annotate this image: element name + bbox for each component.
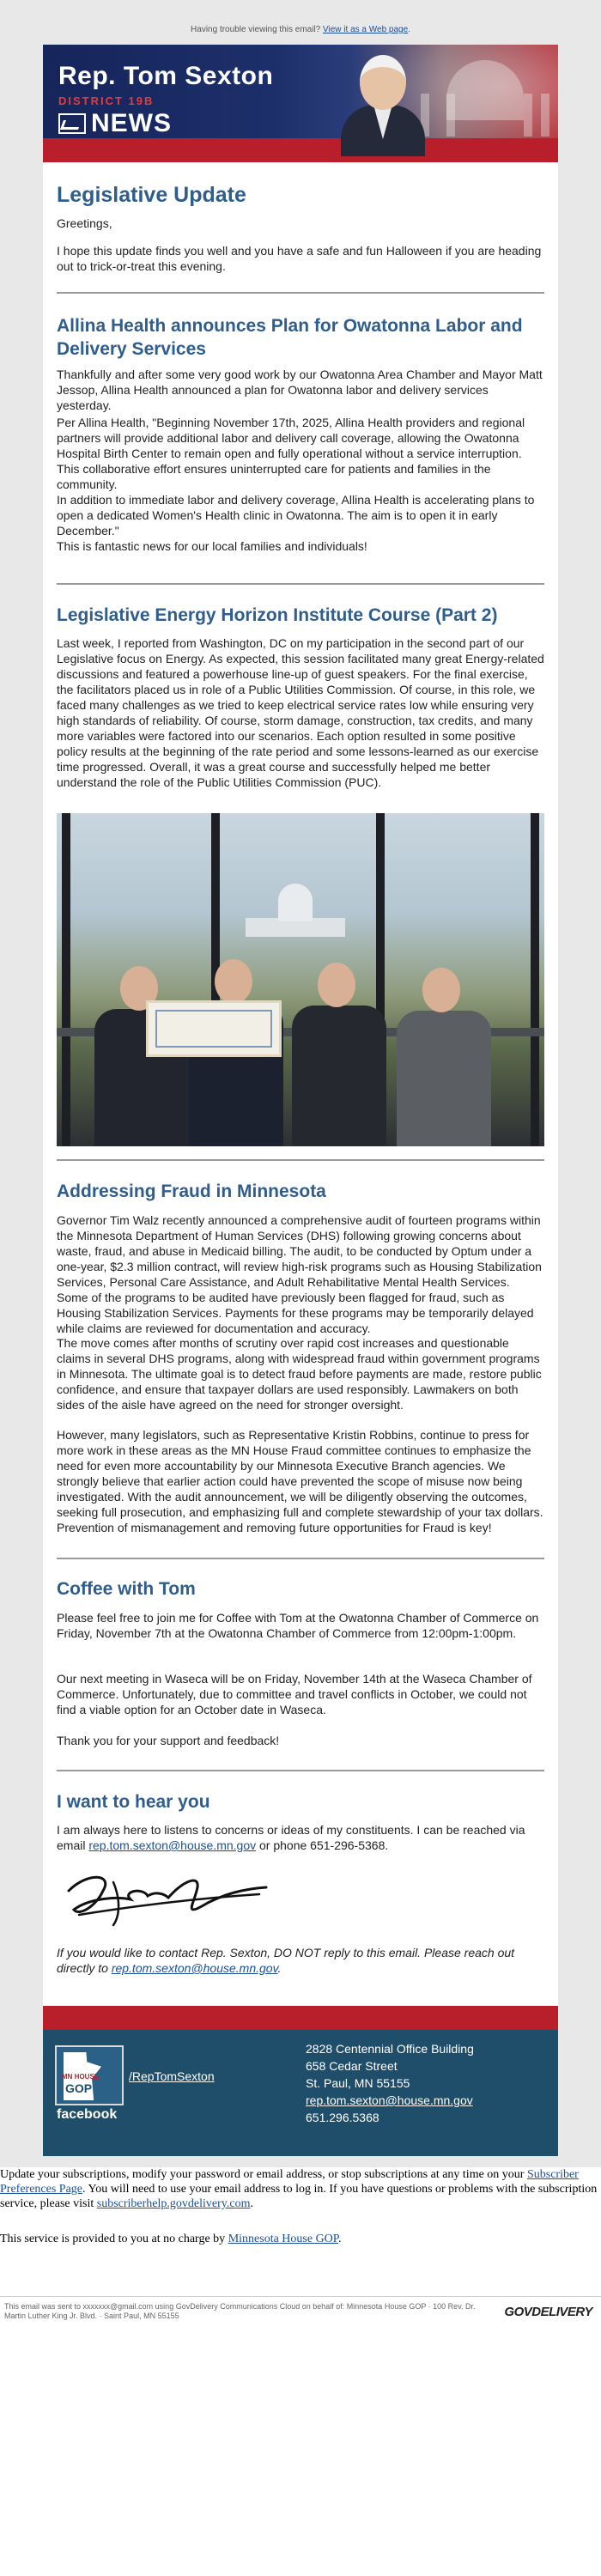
govdelivery-logo: GOVDELIVERY — [504, 2305, 592, 2319]
email-link[interactable]: rep.tom.sexton@house.mn.gov — [88, 1838, 257, 1852]
service-text: This service is provided to you at no charge by Minnesota House GOP. — [0, 2233, 342, 2245]
office-address: 2828 Centennial Office Building 658 Cedar Street St. Paul, MN 55155 rep.tom.sexton@house.mn.gov 651.296.5368 — [306, 2042, 474, 2124]
fraud-paragraph-2: The move comes after months of scrutiny over rapid cost increases and questionable claims in several DHS programs, along with widespread fraud within government programs in Minnesota. The ultimate goal is to detect fraud before payments are made, restore public confidence, and ensure that taxpayer dollars are used responsibly. Lawmakers on both sides of the aisle have agreed on the need for stronger oversight. — [57, 1336, 542, 1412]
subscriber-preferences-link[interactable]: Subscriber Preferences Page — [0, 2168, 579, 2196]
allina-paragraph-3: In addition to immediate labor and delivery coverage, Allina Health is accelerating plans to open a dedicated Women's Health clinic in Owatonna. The aim is to open it in early December." — [57, 493, 535, 538]
coffee-paragraph-1: Please feel free to join me for Coffee with Tom at the Owatonna Chamber of Commerce on Friday, November 7th at the Owatonna Chamber of Commerce from 12:00pm-1:00pm. — [57, 1611, 539, 1640]
allina-paragraph-4: This is fantastic news for our local families and individuals! — [57, 539, 367, 553]
allina-paragraph-1: Thankfully and after some very good work by our Owatonna Area Chamber and Mayor Matt Jessop, Allina Health announced a plan for Owatonna labor and delivery services yesterday. — [57, 368, 543, 412]
section-title-energy: Legislative Energy Horizon Institute Course (Part 2) — [57, 605, 498, 625]
footer-email-link[interactable]: rep.tom.sexton@house.mn.gov — [306, 2093, 473, 2107]
energy-course-photo — [57, 813, 544, 1146]
greeting: Greetings, — [57, 216, 112, 230]
banner-news: NEWS — [91, 109, 172, 137]
facebook-handle-link[interactable]: /RepTomSexton — [129, 2069, 215, 2083]
hear-paragraph: I am always here to listens to concerns or ideas of my constituents. I can be reached via email rep.tom.sexton@house.mn.gov or phone 651-296-5368. — [57, 1823, 525, 1852]
mn-state-icon — [58, 113, 86, 134]
contact-email-link[interactable]: rep.tom.sexton@house.mn.gov — [111, 1961, 278, 1975]
subscription-text: Update your subscriptions, modify your password or email address, or stop subscriptions at any time on your Subscriber Preferences Page. You will need to use your email address to log in. If you have questions or problems with the subscription service, please visit subscriberhelp.govdelivery.com. — [0, 2168, 598, 2210]
intro-text: I hope this update finds you well and you have a safe and fun Halloween if you are heading out to trick-or-treat this evening. — [57, 244, 542, 273]
view-web-link[interactable]: View it as a Web page — [323, 25, 409, 34]
divider — [57, 1558, 544, 1559]
facebook-page-link[interactable]: MN HOUSE GOP — [55, 2045, 124, 2105]
subscription-footer — [0, 2167, 601, 2576]
signature-image — [62, 1865, 276, 1930]
energy-paragraph: Last week, I reported from Washington, DC on my participation in the second part of our Legislative focus on Energy. As expected, this session facilitated many great Energy-related discussions and featured a powerhouse line-up of guest speakers. For the final exercise, the facilitators placed us in role of a Public Utilities Commission. Of course, in this role, we faced many challenges as we tried to keep electrical service rates low while ensuring very high standards of reliability. Of course, storm damage, construction, tax credits, and many more variables were factored into our scenarios. Each option resulted in some positive policy results at the beginning of the rate period and some lessons-learned as our exercise time progressed. Overall, it was a great course and successfully helped me better understand the role of the Public Utilities Commission (PUC). — [57, 636, 544, 789]
fraud-paragraph-3: However, many legislators, such as Representative Kristin Robbins, continue to press for more work in these areas as the MN House Fraud committee continues to emphasize the need for even more accountability by our Minnesota Executive Branch agencies. We strongly believe that earlier action could have prevented the scope of misuse now being investigated. With the audit announcement, we will be diligently observing the outcomes, seeking full prosecution, and emphasizing full and complete stewardship of your tax dollars. Prevention of mismanagement and removing future opportunities for Fraud is key! — [57, 1428, 543, 1534]
header-banner — [43, 45, 558, 162]
footer — [43, 2006, 558, 2156]
divider — [57, 292, 544, 294]
banner-name: Rep. Tom Sexton — [58, 62, 274, 90]
section-title-hear-you: I want to hear you — [57, 1792, 210, 1812]
divider — [57, 1770, 544, 1771]
divider — [57, 583, 544, 585]
coffee-paragraph-3: Thank you for your support and feedback! — [57, 1734, 280, 1747]
newsletter-body — [43, 162, 558, 2006]
section-title-coffee: Coffee with Tom — [57, 1579, 196, 1599]
house-gop-link[interactable]: Minnesota House GOP — [228, 2233, 339, 2245]
fraud-paragraph-1: Governor Tim Walz recently announced a comprehensive audit of fourteen programs within the Minnesota Department of Human Services (DHS) following growing concerns about waste, fraud, and abuse in Medicaid billing. The audit, to be conducted by Optum under a one-year, $2.3 million contract, will review high-risk programs such as Housing Stabilization Services, Personal Care Assistance, and Adult Rehabilitative Mental Health Services. Some of the programs to be audited have previously been flagged for fraud, such as Housing Stabilization Services. Payments for these programs may be temporarily delayed while claims are reviewed for documentation and accuracy. — [57, 1213, 542, 1335]
sender-fine-print: This email was sent to xxxxxxx@gmail.com using GovDelivery Communications Cloud on behalf of: Minnesota House GOP · 100 Rev. Dr. Martin Luther King Jr. Blvd. · Saint Paul, MN 55155 — [4, 2302, 476, 2320]
section-title-legislative-update: Legislative Update — [57, 183, 246, 207]
view-web-notice: Having trouble viewing this email? View it as a Web page. — [191, 25, 410, 34]
banner-red-stripe — [43, 138, 558, 162]
facebook-label[interactable]: facebook — [57, 2107, 118, 2122]
footer-phone: 651.296.5368 — [306, 2111, 379, 2124]
section-title-allina: Allina Health announces Plan for Owatonna Labor and Delivery Services — [57, 316, 523, 359]
divider — [57, 1159, 544, 1161]
certificate — [146, 1000, 282, 1057]
subscriber-help-link[interactable]: subscriberhelp.govdelivery.com — [96, 2197, 251, 2210]
contact-note: If you would like to contact Rep. Sexton, DO NOT reply to this email. Please reach out directly to rep.tom.sexton@house.mn.gov. — [57, 1946, 515, 1975]
allina-paragraph-2: Per Allina Health, "Beginning November 17th, 2025, Allina Health providers and regional partners will provide additional labor and delivery call coverage, allowing the Owatonna Hospital Birth Center to remain open and fully operational without a service interruption. This collaborative effort ensures uninterrupted care for patients and families in the community. — [57, 416, 525, 491]
representative-portrait — [339, 52, 425, 155]
section-title-fraud: Addressing Fraud in Minnesota — [57, 1182, 326, 1201]
banner-district: DISTRICT 19B — [58, 94, 155, 107]
coffee-paragraph-2: Our next meeting in Waseca will be on Friday, November 14th at the Waseca Chamber of Commerce. Unfortunately, due to committee and travel conflicts in October, we could not find a viable option for an October date in Waseca. — [57, 1672, 532, 1716]
